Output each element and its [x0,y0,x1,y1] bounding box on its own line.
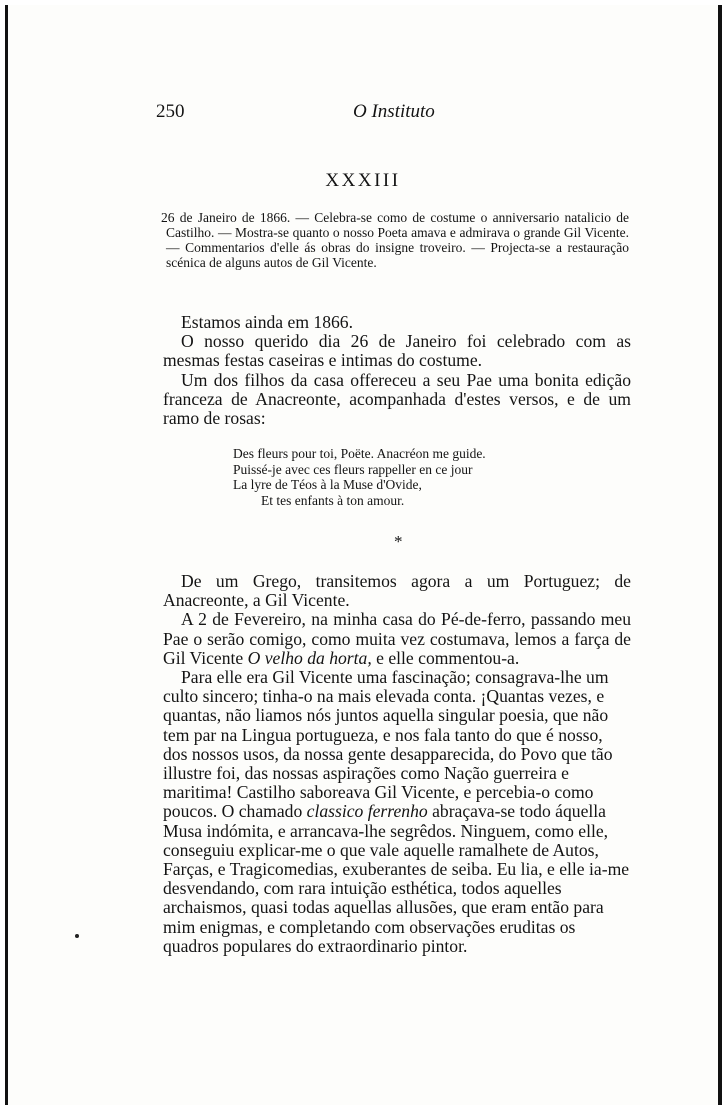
chapter-summary [161,210,629,270]
french-poem [233,446,486,508]
poem-line: Des fleurs pour toi, Poëte. Anacréon me guide. [233,446,486,461]
paragraph-text: Para elle era Gil Vicente uma fascinação; consagrava-lhe um culto sincero; tinha-o na mais elevada conta. ¡Quantas vezes, e quantas, não liamos nós juntos aquella singular poesia, que não tem par na Lingua portugueza, e nos fala tanto do que é nosso, dos nossos usos, da nossa gente desapparecida, do Povo que tão illustre foi, das nossas aspirações como Nação guerreira e maritima! Castilho saboreava Gil Vicente, e percebia-o como poucos. O chamado [163,667,613,822]
body-section-2 [163,572,631,956]
paragraph: O nosso querido dia 26 de Janeiro foi celebrado com as mesmas festas caseiras e intimas do costume. [163,331,631,371]
body-section-1 [163,313,631,428]
paragraph-text: A 2 de Fevereiro, na minha casa do Pé-de-ferro, passando meu Pae o serão comigo, como muita vez costumava, lemos a farça de Gil Vicente [163,609,631,668]
italic-phrase: classico ferrenho [306,801,428,822]
chapter-summary-text: 26 de Janeiro de 1866. — Celebra-se como de costume o anniversario natalicio de Castilho. — Mostra-se quanto o nosso Poeta amava e admirava o grande Gil Vicente. — Commentarios d'elle ás obras do insigne troveiro. — Projecta-se a restauração scénica de alguns autos de Gil Vicente. [161,210,629,270]
paragraph: Estamos ainda em 1866. [181,312,353,332]
paragraph [163,610,631,668]
paragraph-text: abraçava-se todo áquella Musa indómita, e arrancava-lhe segrêdos. Ninguem, como elle, conseguiu explicar-me o que vale aquelle ramalhete de Autos, Farças, e Tragicomedias, exuberantes de seiba. Eu lia, e elle ia-me desvendando, com rara intuição esthética, todos aquelles archaismos, quasi todas aquellas allusões, que eram então para mim enigmas, e completando com observações eruditas os quadros populares do extraordinario pintor. [163,801,630,956]
poem-line: Et tes enfants à ton amour. [261,492,405,508]
print-speck [75,934,79,938]
play-title: O velho da horta, [247,647,372,668]
poem-line: La lyre de Téos à la Muse d'Ovide, [233,477,422,492]
poem-line: Puissé-je avec ces fleurs rappeller en ce jour [233,461,473,477]
paragraph: Um dos filhos da casa offereceu a seu Pae uma bonita edição franceza de Anacreonte, acompanhada d'estes versos, e de um ramo de rosas: [163,369,631,429]
chapter-number: XXXIII [325,170,401,191]
book-page [5,5,722,1105]
running-title: O Instituto [353,101,435,122]
paragraph-text: e elle commentou-a. [371,647,520,668]
paragraph: De um Grego, transitemos agora a um Portuguez; de Anacreonte, a Gil Vicente. [163,571,631,611]
paragraph [163,668,631,956]
section-separator: * [394,532,403,551]
page-number: 250 [156,101,185,122]
